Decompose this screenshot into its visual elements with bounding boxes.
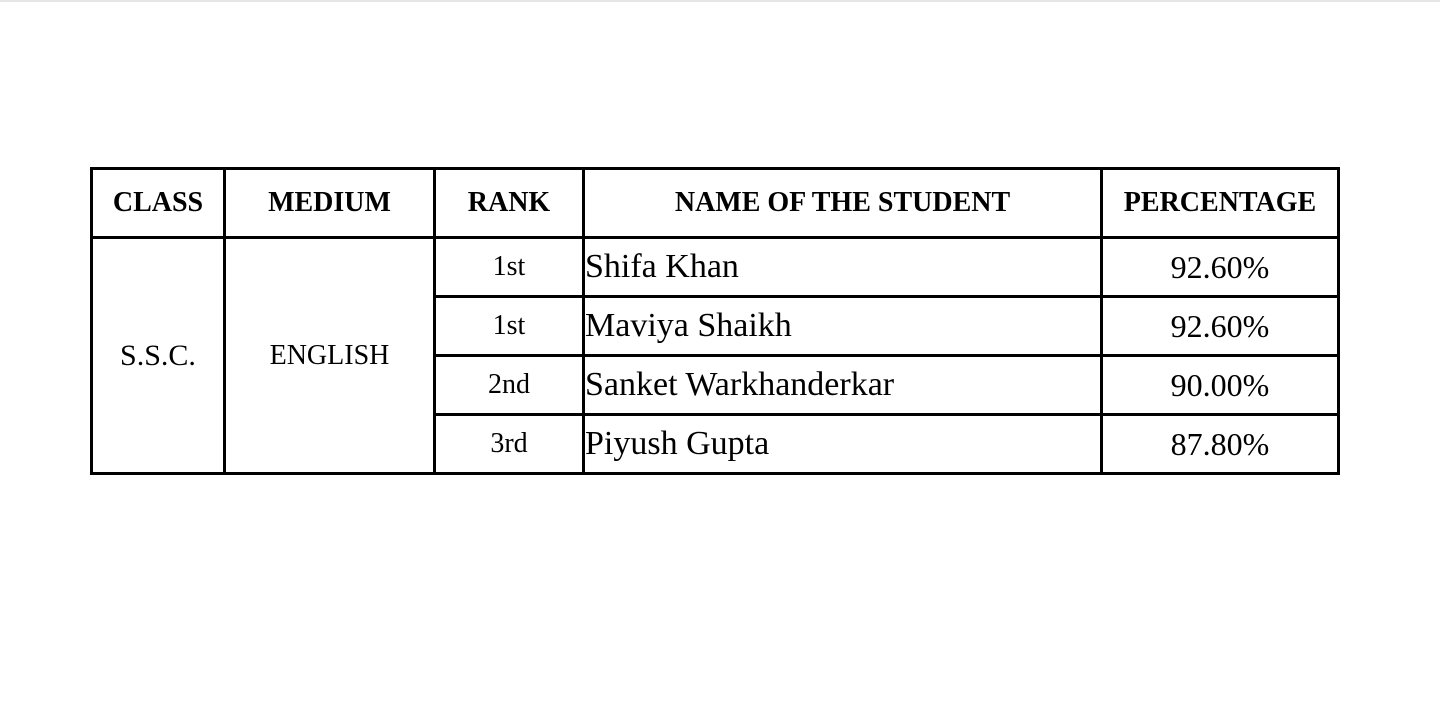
student-name-cell: Maviya Shaikh xyxy=(584,297,1102,356)
results-table xyxy=(90,167,1340,475)
header-row xyxy=(92,169,1339,238)
header-medium: MEDIUM xyxy=(225,169,435,238)
percentage-cell: 92.60% xyxy=(1102,238,1339,297)
header-percentage: PERCENTAGE xyxy=(1102,169,1339,238)
table-row xyxy=(92,238,1339,297)
student-name-cell: Piyush Gupta xyxy=(584,415,1102,474)
rank-cell: 1st xyxy=(435,297,584,356)
percentage-cell: 90.00% xyxy=(1102,356,1339,415)
top-divider xyxy=(0,0,1440,2)
class-cell: S.S.C. xyxy=(92,238,225,474)
percentage-cell: 87.80% xyxy=(1102,415,1339,474)
percentage-cell: 92.60% xyxy=(1102,297,1339,356)
header-class: CLASS xyxy=(92,169,225,238)
medium-cell: ENGLISH xyxy=(225,238,435,474)
rank-cell: 3rd xyxy=(435,415,584,474)
rank-cell: 1st xyxy=(435,238,584,297)
header-rank: RANK xyxy=(435,169,584,238)
student-name-cell: Sanket Warkhanderkar xyxy=(584,356,1102,415)
rank-cell: 2nd xyxy=(435,356,584,415)
student-name-cell: Shifa Khan xyxy=(584,238,1102,297)
header-student-name: NAME OF THE STUDENT xyxy=(584,169,1102,238)
